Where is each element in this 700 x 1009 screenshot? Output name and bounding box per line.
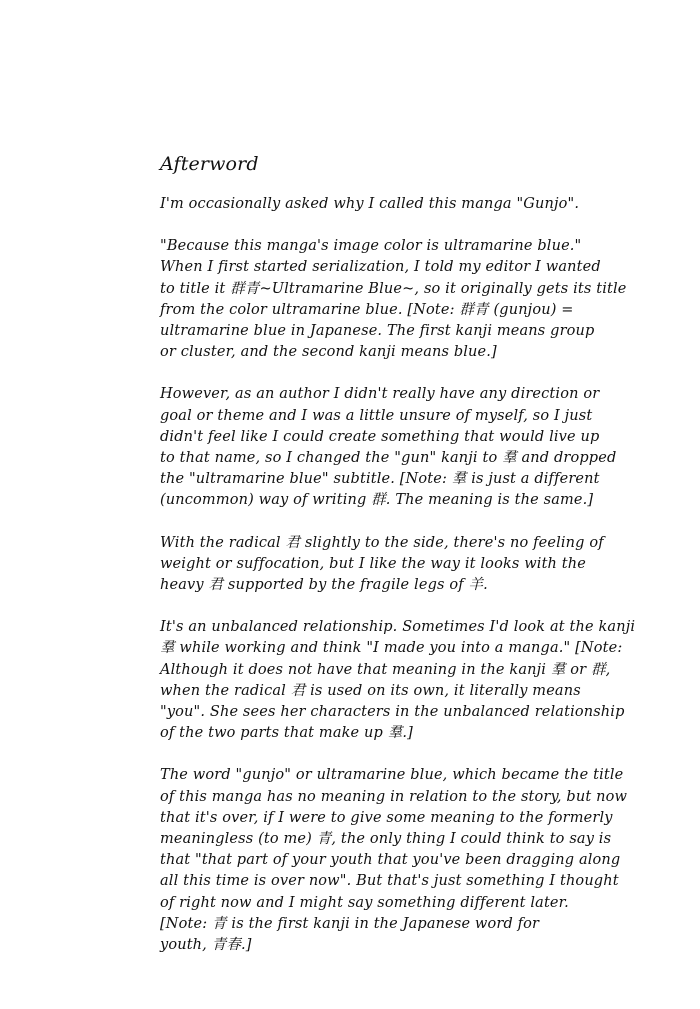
text-line: heavy 君 supported by the fragile legs of 羊.: [160, 577, 488, 594]
text-line: the "ultramarine blue" subtitle. [Note: 羣 is just a different: [160, 471, 600, 488]
paragraph-2: [160, 236, 660, 363]
text-line: of the two parts that make up 羣.]: [160, 725, 413, 742]
text-line: "Because this manga's image color is ultramarine blue.": [160, 238, 582, 255]
text-line: Although it does not have that meaning in the kanji 羣 or 群,: [160, 661, 611, 678]
paragraph-3: [160, 384, 660, 511]
text-line: from the color ultramarine blue. [Note: 群青 (gunjou) =: [160, 301, 574, 318]
text-line: that "that part of your youth that you've been dragging along: [160, 852, 621, 869]
text-line: when the radical 君 is used on its own, it literally means: [160, 682, 581, 699]
text-line: to that name, so I changed the "gun" kanji to 羣 and dropped: [160, 450, 617, 467]
afterword-text: [160, 150, 660, 977]
page-title: Afterword: [160, 153, 259, 175]
paragraph-4: [160, 533, 660, 597]
text-line: ultramarine blue in Japanese. The first kanji means group: [160, 323, 595, 340]
paragraph-6: [160, 765, 660, 956]
text-line: that it's over, if I were to give some meaning to the formerly: [160, 809, 613, 826]
text-line: When I first started serialization, I told my editor I wanted: [160, 259, 601, 276]
paragraph-5: [160, 617, 660, 744]
text-line: goal or theme and I was a little unsure of myself, so I just: [160, 407, 593, 424]
text-line: youth, 青春.]: [160, 937, 252, 954]
text-line: all this time is over now". But that's just something I thought: [160, 873, 619, 890]
text-line: However, as an author I didn't really have any direction or: [160, 386, 600, 403]
text-line: weight or suffocation, but I like the way it looks with the: [160, 555, 587, 572]
text-line: to title it 群青~Ultramarine Blue~, so it originally gets its title: [160, 280, 627, 297]
text-line: 羣 while working and think "I made you into a manga." [Note:: [160, 640, 623, 657]
text-line: (uncommon) way of writing 群. The meaning is the same.]: [160, 492, 594, 509]
text-line: of this manga has no meaning in relation to the story, but now: [160, 788, 628, 805]
text-line: meaningless (to me) 青, the only thing I could think to say is: [160, 831, 612, 848]
text-line: didn't feel like I could create something that would live up: [160, 428, 600, 445]
text-line: of right now and I might say something different later.: [160, 894, 569, 911]
text-line: [Note: 青 is the first kanji in the Japanese word for: [160, 915, 540, 932]
text-line: or cluster, and the second kanji means blue.]: [160, 344, 497, 361]
text-line: The word "gunjo" or ultramarine blue, which became the title: [160, 767, 624, 784]
text-line: "you". She sees her characters in the unbalanced relationship: [160, 704, 625, 721]
text-line: I'm occasionally asked why I called this manga "Gunjo".: [160, 196, 580, 212]
text-line: With the radical 君 slightly to the side, there's no feeling of: [160, 534, 604, 551]
paragraph-1: [160, 194, 660, 215]
text-line: It's an unbalanced relationship. Sometimes I'd look at the kanji: [160, 619, 636, 636]
